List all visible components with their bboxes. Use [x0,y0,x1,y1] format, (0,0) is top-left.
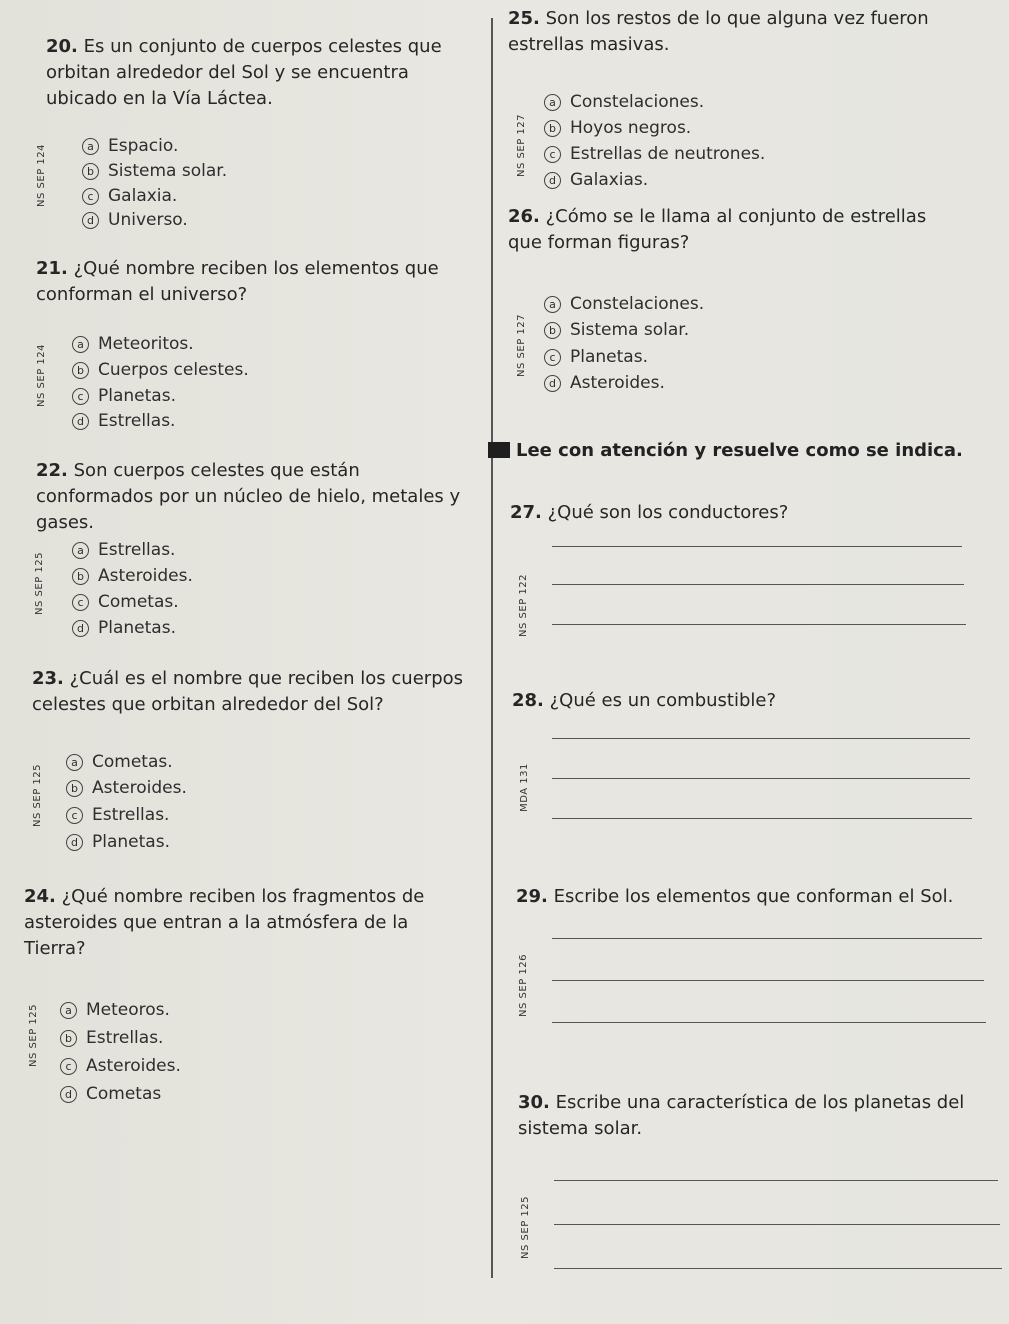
option-b[interactable]: b Sistema solar. [82,161,227,181]
question-text: Son cuerpos celestes que están conformados por un núcleo de hielo, metales y gases. [36,460,461,533]
question-text: Es un conjunto de cuerpos celestes que orbitan alrededor del Sol y se encuentra ubicado en la Vía Láctea. [46,36,442,109]
question-code: NS SEP 125 [519,1196,531,1259]
option-b[interactable]: b Hoyos negros. [544,118,691,138]
question-number: 26. [508,206,540,227]
question-number: 27. [510,502,542,523]
answer-line[interactable] [552,624,966,625]
option-a[interactable]: a Constelaciones. [544,294,704,314]
option-b[interactable]: b Asteroides. [72,566,193,586]
question-code: NS SEP 125 [27,1004,39,1067]
question-code: NS SEP 127 [515,314,527,377]
question-number: 25. [508,8,540,29]
question-22 [36,458,466,536]
question-text: ¿Qué nombre reciben los fragmentos de asteroides que entran a la atmósfera de la Tierra? [24,886,425,959]
option-c[interactable]: c Estrellas de neutrones. [544,144,765,164]
option-c[interactable]: c Cometas. [72,592,179,612]
option-b[interactable]: b Cuerpos celestes. [72,360,249,380]
question-27 [510,500,950,526]
question-text: ¿Qué nombre reciben los elementos que conforman el universo? [36,258,439,305]
question-number: 22. [36,460,68,481]
question-29 [516,884,996,910]
question-code: NS SEP 124 [35,344,47,407]
answer-line[interactable] [554,1180,998,1181]
question-26 [508,204,948,256]
option-d[interactable]: d Universo. [82,210,188,230]
question-25 [508,6,948,58]
question-30 [518,1090,1004,1142]
question-text: Escribe los elementos que conforman el Sol. [553,886,954,907]
answer-line[interactable] [554,1268,1002,1269]
question-code: NS SEP 125 [31,764,43,827]
answer-line[interactable] [552,546,962,547]
option-b[interactable]: b Estrellas. [60,1028,163,1048]
answer-line[interactable] [552,1022,986,1023]
option-c[interactable]: c Planetas. [72,386,176,406]
option-c[interactable]: c Estrellas. [66,805,169,825]
answer-line[interactable] [552,938,982,939]
question-code: NS SEP 126 [517,954,529,1017]
option-a[interactable]: a Constelaciones. [544,92,704,112]
option-d[interactable]: d Planetas. [66,832,170,852]
option-d[interactable]: d Galaxias. [544,170,648,190]
question-text: ¿Qué es un combustible? [549,690,777,711]
option-d[interactable]: d Asteroides. [544,373,665,393]
question-28 [512,688,952,714]
option-d[interactable]: d Planetas. [72,618,176,638]
option-a[interactable]: a Cometas. [66,752,173,772]
question-text: ¿Cuál es el nombre que reciben los cuerpos celestes que orbitan alrededor del Sol? [32,668,464,715]
question-24 [24,884,468,962]
question-23 [32,666,472,718]
question-number: 21. [36,258,68,279]
answer-line[interactable] [552,738,970,739]
question-text: ¿Cómo se le llama al conjunto de estrellas que forman figuras? [508,206,927,253]
question-number: 28. [512,690,544,711]
column-divider [491,18,493,1278]
option-d[interactable]: d Cometas [60,1084,161,1104]
question-code: NS SEP 124 [35,144,47,207]
option-c[interactable]: c Galaxia. [82,186,177,206]
answer-line[interactable] [552,584,964,585]
question-text: Escribe una característica de los planetas del sistema solar. [518,1092,965,1139]
option-c[interactable]: c Asteroides. [60,1056,181,1076]
question-number: 20. [46,36,78,57]
question-code: MDA 131 [518,763,530,812]
question-code: NS SEP 127 [515,114,527,177]
section-instruction: Lee con atención y resuelve como se indica. [488,440,963,461]
question-text: Son los restos de lo que alguna vez fueron estrellas masivas. [508,8,929,55]
question-number: 30. [518,1092,550,1113]
answer-line[interactable] [552,818,972,819]
option-c[interactable]: c Planetas. [544,347,648,367]
question-code: NS SEP 125 [33,552,45,615]
answer-line[interactable] [552,980,984,981]
option-b[interactable]: b Asteroides. [66,778,187,798]
question-text: ¿Qué son los conductores? [547,502,789,523]
question-number: 24. [24,886,56,907]
option-d[interactable]: d Estrellas. [72,411,175,431]
option-a[interactable]: a Meteoros. [60,1000,170,1020]
option-a[interactable]: a Espacio. [82,136,178,156]
question-code: NS SEP 122 [517,574,529,637]
option-a[interactable]: a Estrellas. [72,540,175,560]
answer-line[interactable] [552,778,970,779]
question-21 [36,256,466,308]
option-b[interactable]: b Sistema solar. [544,320,689,340]
instruction-marker-icon [488,442,510,458]
answer-line[interactable] [554,1224,1000,1225]
question-number: 29. [516,886,548,907]
question-number: 23. [32,668,64,689]
option-a[interactable]: a Meteoritos. [72,334,194,354]
question-20 [46,34,466,112]
